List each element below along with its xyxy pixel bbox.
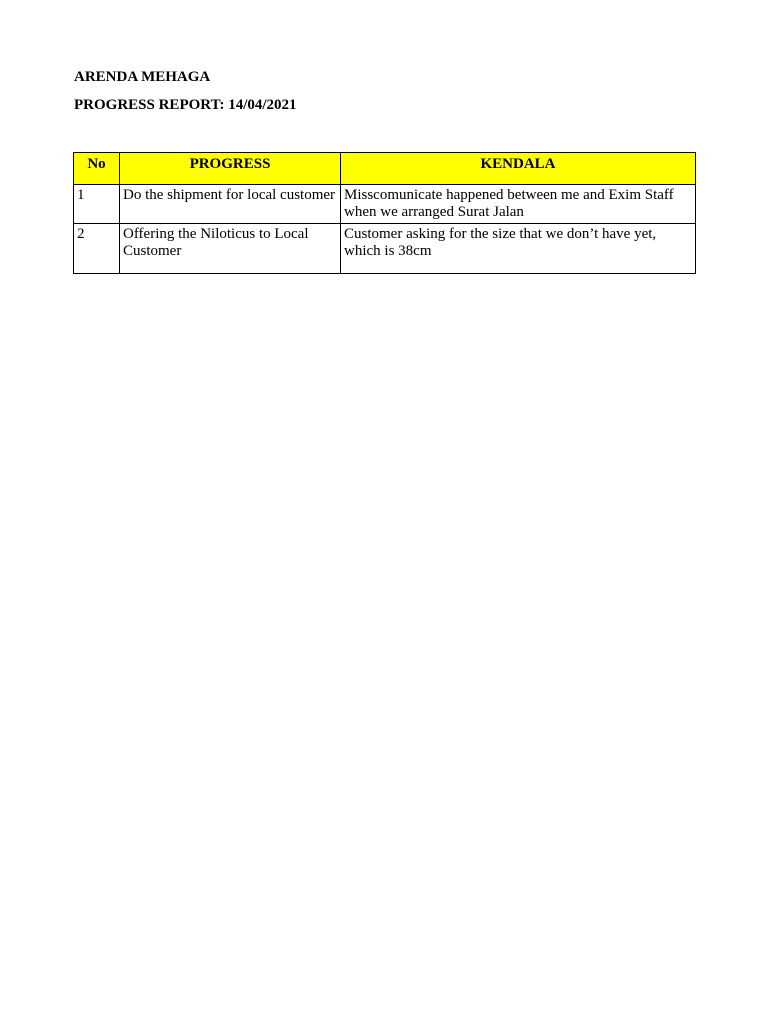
header-kendala: KENDALA: [341, 153, 696, 185]
cell-no: 2: [74, 224, 120, 274]
cell-progress: Do the shipment for local customer: [120, 185, 341, 224]
table-row: [74, 185, 696, 224]
report-title: PROGRESS REPORT: 14/04/2021: [74, 97, 297, 113]
progress-table: [73, 152, 696, 274]
cell-kendala: Customer asking for the size that we don’t have yet, which is 38cm: [341, 224, 696, 274]
header-no: No: [74, 153, 120, 185]
header-progress: PROGRESS: [120, 153, 341, 185]
table-header-row: [74, 153, 696, 185]
table-row: [74, 224, 696, 274]
cell-no: 1: [74, 185, 120, 224]
author-name: ARENDA MEHAGA: [74, 69, 211, 85]
cell-kendala: Misscomunicate happened between me and Exim Staff when we arranged Surat Jalan: [341, 185, 696, 224]
cell-progress: Offering the Niloticus to Local Customer: [120, 224, 341, 274]
